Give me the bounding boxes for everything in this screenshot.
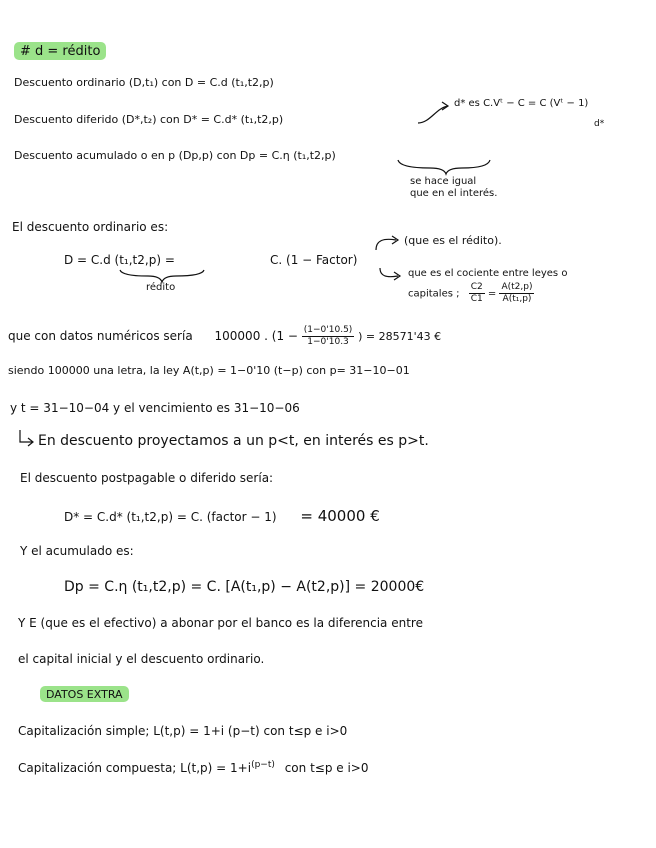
diferido-result: = 40000 € bbox=[300, 507, 380, 525]
brace-redito bbox=[120, 270, 204, 282]
note-diferido-den: d* bbox=[594, 119, 605, 129]
numeric-line3: y t = 31−10−04 y el vencimiento es 31−10−06 bbox=[10, 401, 300, 415]
numeric-line bbox=[8, 326, 441, 347]
note-diferido: d* es C.Vᵗ − C = C (Vᵗ − 1) bbox=[454, 98, 589, 109]
diferido-formula: D* = C.d* (t₁,t2,p) = C. (factor − 1) bbox=[64, 510, 277, 524]
diferido-formula-line bbox=[64, 509, 380, 524]
numeric-fraction bbox=[302, 326, 355, 347]
title-highlight: # d = rédito bbox=[14, 42, 106, 60]
numeric-line2: siendo 100000 una letra, la ley A(t,p) = 1−0'10 (t−p) con p= 31−10−01 bbox=[8, 364, 410, 377]
proyectamos-line: En descuento proyectamos a un p<t, en interés es p>t. bbox=[38, 433, 429, 449]
extra-title: DATOS EXTRA bbox=[40, 686, 129, 702]
cociente-frac2-den: A(t₁,p) bbox=[502, 294, 532, 304]
extra-compuesta-exp: (p−t) bbox=[251, 760, 275, 770]
diferido-intro: El descuento postpagable o diferido sería: bbox=[20, 471, 274, 485]
numeric-expr-left: 100000 . (1 − bbox=[214, 329, 298, 343]
arrowhead-diferido bbox=[442, 102, 448, 110]
ordinario-note1: (que es el rédito). bbox=[404, 234, 502, 247]
numeric-frac-num: (1−0'10.5) bbox=[303, 325, 353, 335]
extra-compuesta-prefix: Capitalización compuesta; L(t,p) = 1+i bbox=[18, 761, 252, 775]
extra-simple: Capitalización simple; L(t,p) = 1+i (p−t) con t≤p e i>0 bbox=[18, 724, 348, 738]
numeric-prefix: que con datos numéricos sería bbox=[8, 329, 193, 343]
cociente-frac1-num: C2 bbox=[470, 282, 483, 292]
cociente-fraction-1 bbox=[469, 283, 485, 304]
ordinario-note3 bbox=[408, 283, 534, 304]
acumulado-formula: Dp = C.η (t₁,t2,p) = C. [A(t₁,p) − A(t2,p)] = 20000€ bbox=[64, 579, 425, 595]
def-acumulado: Descuento acumulado o en p (Dp,p) con Dp = C.η (t₁,t2,p) bbox=[14, 149, 336, 162]
def-ordinario: Descuento ordinario (D,t₁) con D = C.d (t₁,t2,p) bbox=[14, 76, 274, 89]
numeric-frac-den: 1−0'10.3 bbox=[307, 337, 349, 347]
extra-compuesta bbox=[18, 761, 368, 774]
note-acumulado-1: se hace igual bbox=[410, 176, 477, 187]
ordinario-under-label: rédito bbox=[146, 282, 176, 293]
acumulado-intro: Y el acumulado es: bbox=[20, 544, 134, 558]
ordinario-note2: que es el cociente entre leyes o bbox=[408, 268, 568, 279]
extra-title-line bbox=[40, 689, 129, 700]
ordinario-formula-left: D = C.d (t₁,t2,p) = bbox=[64, 253, 175, 267]
cociente-fraction-2 bbox=[499, 283, 534, 304]
extra-compuesta-suffix: con t≤p e i>0 bbox=[284, 761, 369, 775]
ordinario-formula-right: C. (1 − Factor) bbox=[270, 253, 358, 267]
ordinario-intro: El descuento ordinario es: bbox=[12, 220, 169, 234]
brace-acumulado bbox=[398, 160, 490, 174]
efectivo-line2: el capital inicial y el descuento ordinario. bbox=[18, 652, 265, 666]
note-acumulado-2: que en el interés. bbox=[410, 188, 498, 199]
cociente-frac1-den: C1 bbox=[470, 294, 483, 304]
ordinario-note3-prefix: capitales ; bbox=[408, 288, 460, 300]
cociente-frac2-num: A(t2,p) bbox=[501, 282, 533, 292]
def-diferido: Descuento diferido (D*,t₂) con D* = C.d* (t₁,t2,p) bbox=[14, 113, 284, 126]
numeric-expr-right: ) = 28571'43 € bbox=[358, 330, 442, 343]
efectivo-line1: Y E (que es el efectivo) a abonar por el banco es la diferencia entre bbox=[18, 616, 423, 630]
arrow-redito bbox=[376, 239, 396, 250]
cociente-eq: = bbox=[487, 288, 497, 300]
